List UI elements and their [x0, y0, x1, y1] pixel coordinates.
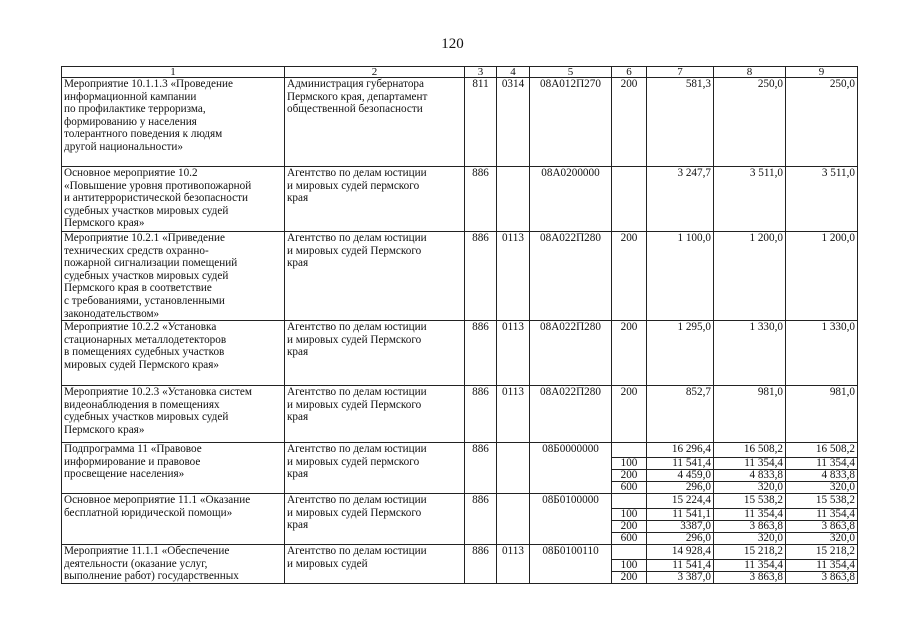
section-code-cell: 0113 [497, 321, 530, 386]
grbs-code-cell: 811 [465, 78, 497, 167]
amount-cell-9: 320,0 [786, 533, 858, 545]
executor-cell: Агентство по делам юстиции и мировых судей Пермского края [285, 386, 465, 443]
amount-cell-7: 3387,0 [647, 521, 714, 533]
executor-cell: Агентство по делам юстиции и мировых судей [285, 545, 465, 584]
column-header-6: 6 [612, 67, 647, 78]
column-header-4: 4 [497, 67, 530, 78]
executor-cell: Агентство по делам юстиции и мировых судей пермского края [285, 167, 465, 232]
amount-cell-8: 11 354,4 [714, 560, 786, 572]
amount-cell-9: 3 863,8 [786, 572, 858, 584]
expense-type-cell: 100 [612, 458, 647, 470]
expense-type-cell: 100 [612, 560, 647, 572]
column-header-2: 2 [285, 67, 465, 78]
section-code-cell: 0113 [497, 386, 530, 443]
column-header-5: 5 [530, 67, 612, 78]
measure-name-cell: Мероприятие 11.1.1 «Обеспечение деятельности (оказание услуг, выполнение работ) государственных [62, 545, 285, 584]
amount-cell-7: 296,0 [647, 533, 714, 545]
amount-cell-8: 15 218,2 [714, 545, 786, 560]
expense-type-cell [612, 545, 647, 560]
executor-cell: Агентство по делам юстиции и мировых судей Пермского края [285, 494, 465, 545]
column-header-7: 7 [647, 67, 714, 78]
amount-cell-7: 11 541,4 [647, 560, 714, 572]
amount-cell-8: 15 538,2 [714, 494, 786, 509]
amount-cell-9: 15 218,2 [786, 545, 858, 560]
measure-name-cell: Основное мероприятие 11.1 «Оказание бесплатной юридической помощи» [62, 494, 285, 545]
table-body [62, 78, 858, 584]
amount-cell-7: 11 541,4 [647, 458, 714, 470]
expense-type-cell [612, 443, 647, 458]
table-row [62, 443, 858, 458]
amount-cell-9: 11 354,4 [786, 509, 858, 521]
expense-type-cell: 200 [612, 572, 647, 584]
amount-cell-7: 4 459,0 [647, 470, 714, 482]
amount-cell-7: 581,3 [647, 78, 714, 167]
budget-table [61, 66, 858, 584]
grbs-code-cell: 886 [465, 232, 497, 321]
column-header-8: 8 [714, 67, 786, 78]
amount-cell-7: 16 296,4 [647, 443, 714, 458]
column-header-3: 3 [465, 67, 497, 78]
table-row [62, 78, 858, 167]
column-header-1: 1 [62, 67, 285, 78]
section-code-cell: 0113 [497, 232, 530, 321]
amount-cell-8: 1 330,0 [714, 321, 786, 386]
executor-cell: Агентство по делам юстиции и мировых судей Пермского края [285, 232, 465, 321]
table-header [62, 67, 858, 78]
table-row [62, 545, 858, 560]
section-code-cell [497, 167, 530, 232]
amount-cell-9: 320,0 [786, 482, 858, 494]
amount-cell-8: 320,0 [714, 482, 786, 494]
amount-cell-9: 15 538,2 [786, 494, 858, 509]
amount-cell-7: 1 295,0 [647, 321, 714, 386]
amount-cell-7: 15 224,4 [647, 494, 714, 509]
amount-cell-8: 1 200,0 [714, 232, 786, 321]
amount-cell-9: 11 354,4 [786, 560, 858, 572]
measure-name-cell: Мероприятие 10.2.3 «Установка систем видеонаблюдения в помещениях судебных участков мировых судей Пермского края» [62, 386, 285, 443]
grbs-code-cell: 886 [465, 494, 497, 545]
executor-cell: Агентство по делам юстиции и мировых судей пермского края [285, 443, 465, 494]
section-code-cell [497, 494, 530, 545]
amount-cell-8: 11 354,4 [714, 458, 786, 470]
amount-cell-8: 320,0 [714, 533, 786, 545]
amount-cell-7: 296,0 [647, 482, 714, 494]
amount-cell-9: 4 833,8 [786, 470, 858, 482]
amount-cell-8: 4 833,8 [714, 470, 786, 482]
amount-cell-7: 14 928,4 [647, 545, 714, 560]
grbs-code-cell: 886 [465, 545, 497, 584]
expense-type-cell: 600 [612, 482, 647, 494]
expense-type-cell [612, 167, 647, 232]
grbs-code-cell: 886 [465, 167, 497, 232]
target-article-cell: 08Б0100000 [530, 494, 612, 545]
measure-name-cell: Мероприятие 10.1.1.3 «Проведение информационной кампании по профилактике терроризма, формированию у населения толерантного поведения к людям другой национальности» [62, 78, 285, 167]
table-row [62, 321, 858, 386]
section-code-cell: 0113 [497, 545, 530, 584]
amount-cell-9: 3 863,8 [786, 521, 858, 533]
table-row [62, 232, 858, 321]
expense-type-cell: 200 [612, 470, 647, 482]
section-code-cell [497, 443, 530, 494]
target-article-cell: 08Б0000000 [530, 443, 612, 494]
measure-name-cell: Мероприятие 10.2.1 «Приведение технических средств охранно- пожарной сигнализации помещений судебных участков мировых судей Пермского края в соответствие с требованиями, установленными законодательством» [62, 232, 285, 321]
expense-type-cell: 200 [612, 521, 647, 533]
amount-cell-9: 250,0 [786, 78, 858, 167]
expense-type-cell: 100 [612, 509, 647, 521]
table-row [62, 494, 858, 509]
target-article-cell: 08А0200000 [530, 167, 612, 232]
amount-cell-8: 3 511,0 [714, 167, 786, 232]
amount-cell-7: 3 387,0 [647, 572, 714, 584]
expense-type-cell: 200 [612, 78, 647, 167]
column-number-row [62, 67, 858, 78]
amount-cell-8: 16 508,2 [714, 443, 786, 458]
table-row [62, 386, 858, 443]
amount-cell-8: 11 354,4 [714, 509, 786, 521]
measure-name-cell: Подпрограмма 11 «Правовое информирование и правовое просвещение населения» [62, 443, 285, 494]
amount-cell-8: 3 863,8 [714, 521, 786, 533]
column-header-9: 9 [786, 67, 858, 78]
amount-cell-9: 1 330,0 [786, 321, 858, 386]
table-row [62, 167, 858, 232]
amount-cell-9: 3 511,0 [786, 167, 858, 232]
amount-cell-7: 11 541,1 [647, 509, 714, 521]
target-article-cell: 08А022П280 [530, 321, 612, 386]
section-code-cell: 0314 [497, 78, 530, 167]
expense-type-cell [612, 494, 647, 509]
amount-cell-7: 852,7 [647, 386, 714, 443]
expense-type-cell: 200 [612, 321, 647, 386]
page-number: 120 [441, 36, 464, 52]
executor-cell: Агентство по делам юстиции и мировых судей Пермского края [285, 321, 465, 386]
amount-cell-8: 981,0 [714, 386, 786, 443]
amount-cell-9: 1 200,0 [786, 232, 858, 321]
amount-cell-7: 1 100,0 [647, 232, 714, 321]
target-article-cell: 08А022П280 [530, 386, 612, 443]
amount-cell-9: 11 354,4 [786, 458, 858, 470]
measure-name-cell: Основное мероприятие 10.2 «Повышение уровня противопожарной и антитеррористической безопасности судебных участков мировых судей Пермского края» [62, 167, 285, 232]
amount-cell-9: 981,0 [786, 386, 858, 443]
expense-type-cell: 600 [612, 533, 647, 545]
executor-cell: Администрация губернатора Пермского края, департамент общественной безопасности [285, 78, 465, 167]
target-article-cell: 08А012П270 [530, 78, 612, 167]
grbs-code-cell: 886 [465, 321, 497, 386]
amount-cell-8: 3 863,8 [714, 572, 786, 584]
measure-name-cell: Мероприятие 10.2.2 «Установка стационарных металлодетекторов в помещениях судебных участков мировых судей Пермского края» [62, 321, 285, 386]
target-article-cell: 08А022П280 [530, 232, 612, 321]
target-article-cell: 08Б0100110 [530, 545, 612, 584]
amount-cell-8: 250,0 [714, 78, 786, 167]
amount-cell-7: 3 247,7 [647, 167, 714, 232]
expense-type-cell: 200 [612, 232, 647, 321]
grbs-code-cell: 886 [465, 386, 497, 443]
grbs-code-cell: 886 [465, 443, 497, 494]
expense-type-cell: 200 [612, 386, 647, 443]
amount-cell-9: 16 508,2 [786, 443, 858, 458]
